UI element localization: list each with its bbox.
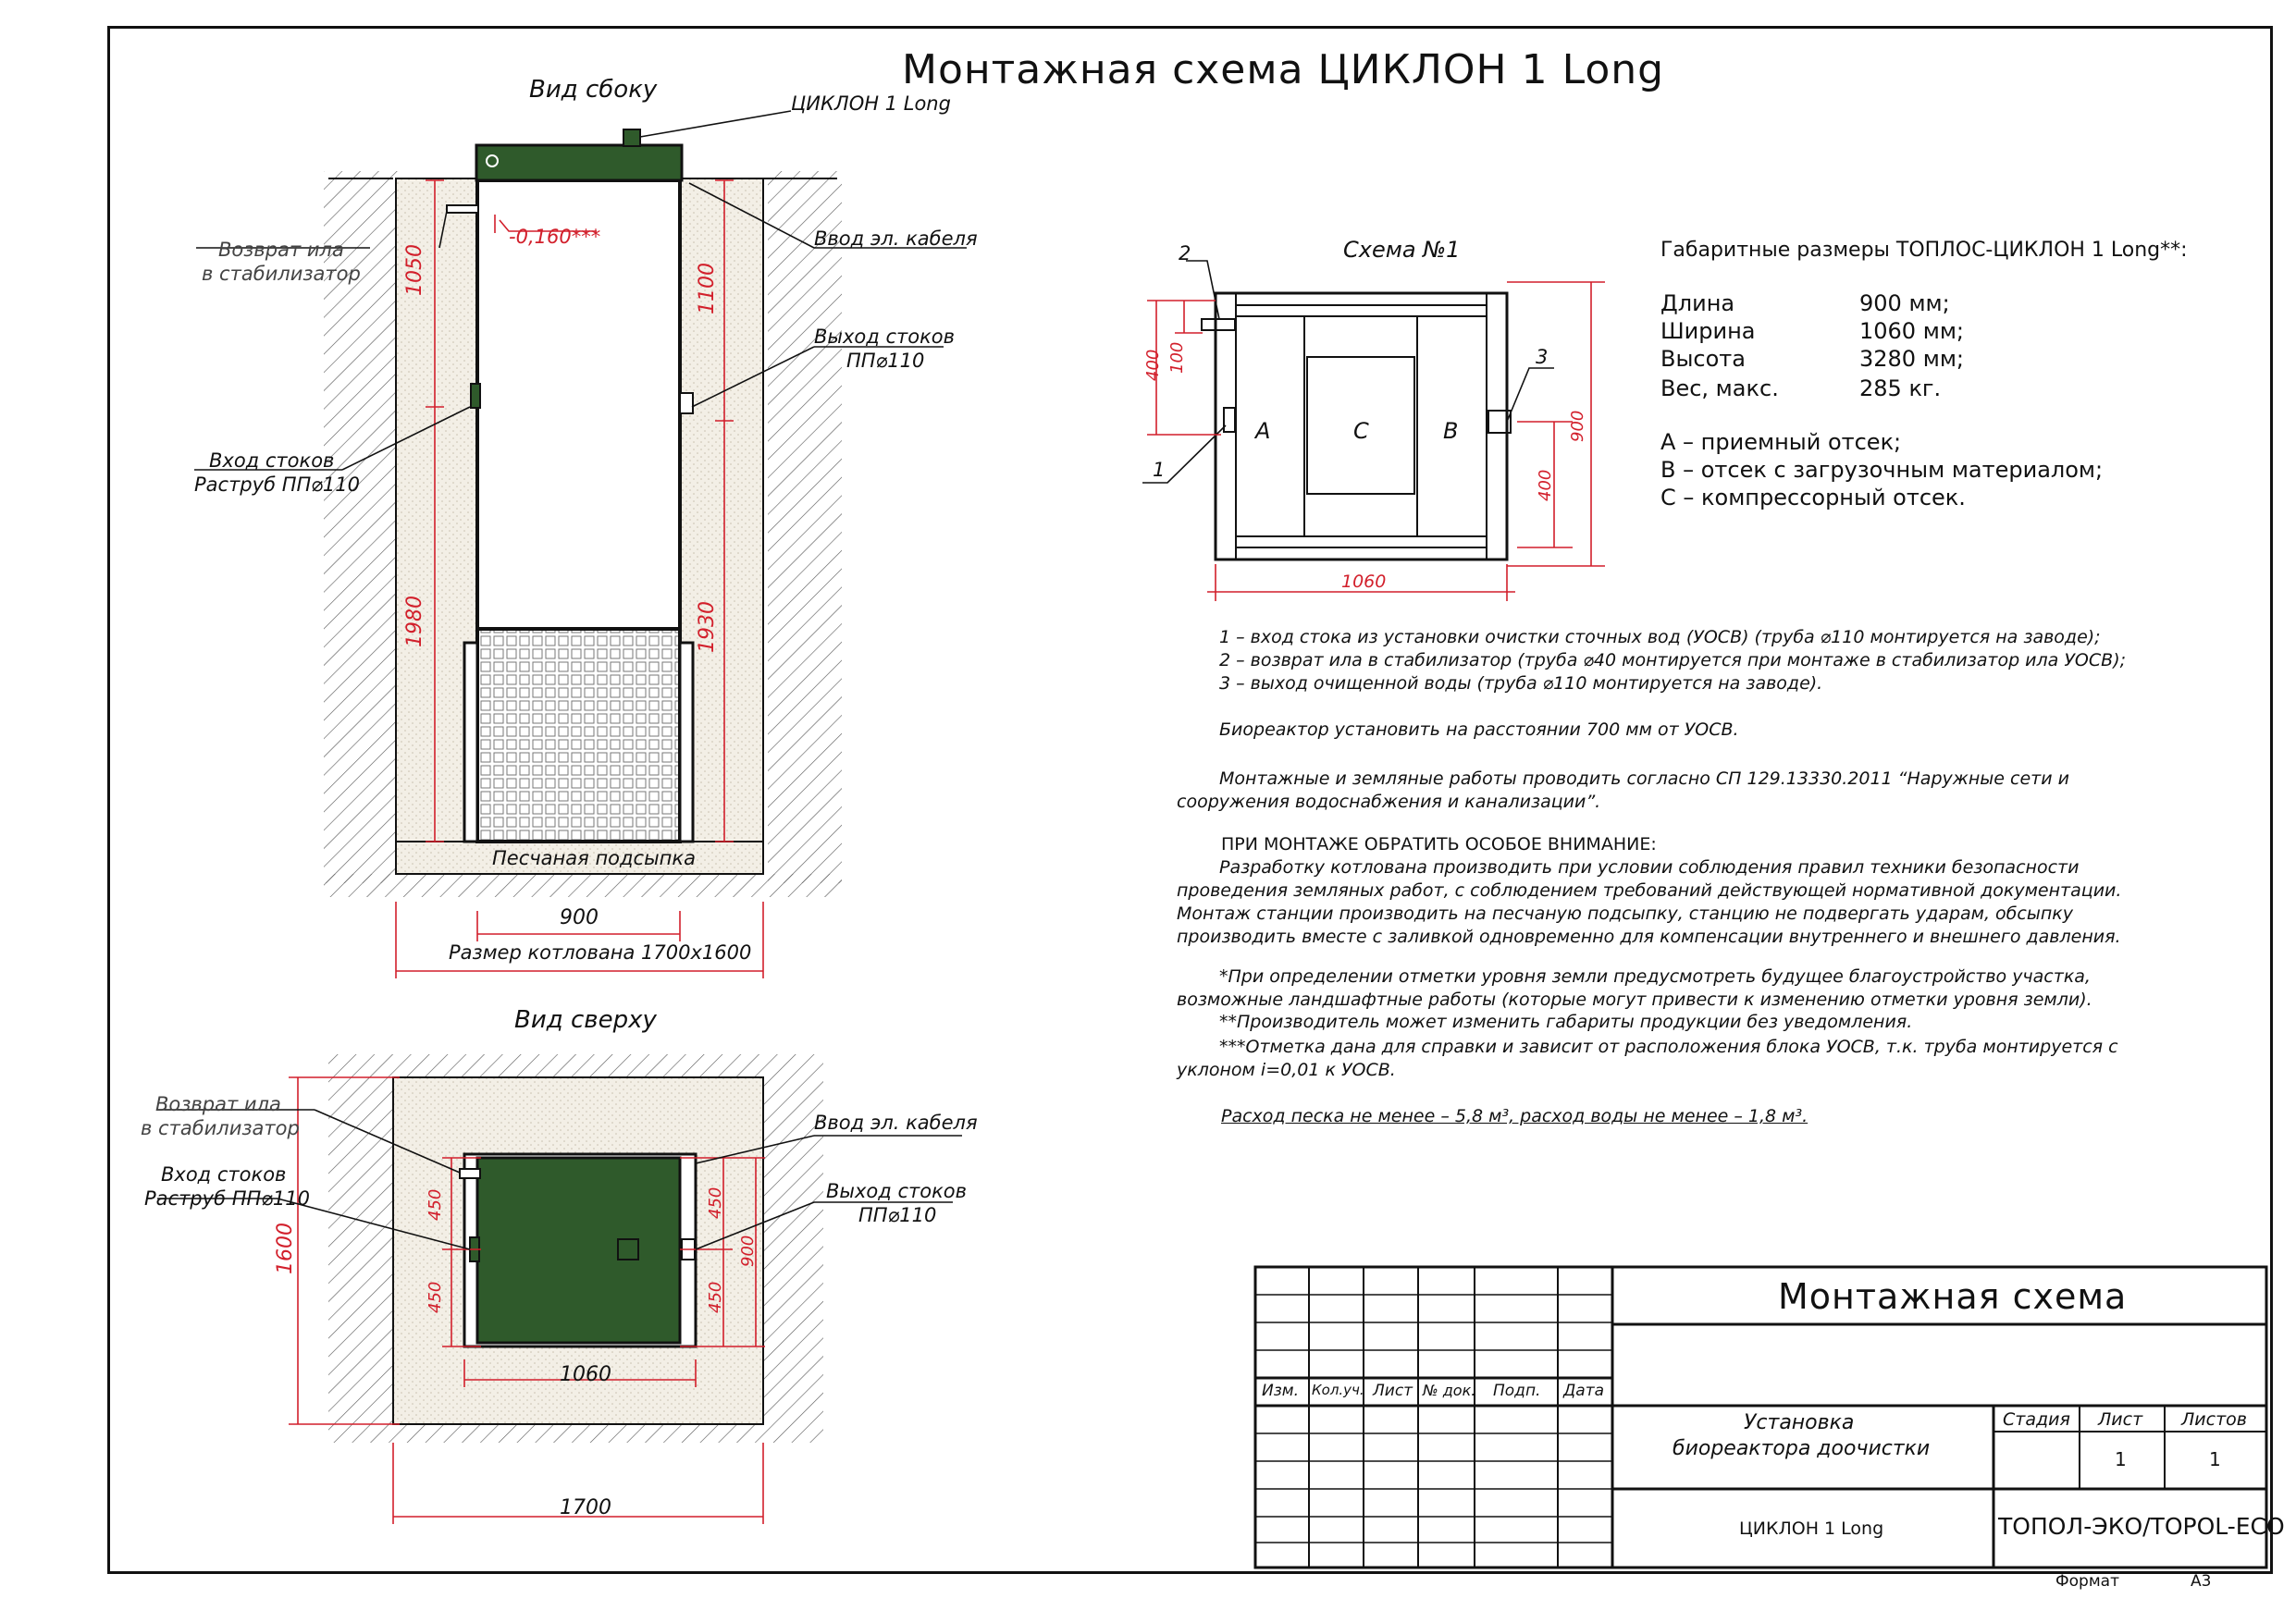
top-return <box>460 1169 480 1178</box>
dim-1930: 1930 <box>696 601 719 653</box>
dim-1100: 1100 <box>696 263 719 314</box>
inlet-label-2: Раструб ПП⌀110 <box>194 473 361 496</box>
dimensions-heading: Габаритные размеры ТОПЛОС-ЦИКЛОН 1 Long**: <box>1660 239 2188 262</box>
scheme-dim-1060: 1060 <box>1341 572 1387 592</box>
tb-sheet-header: Лист <box>2098 1409 2143 1430</box>
scheme-dim-400-right: 400 <box>1536 469 1555 501</box>
top-return-label-2: в стабилизатор <box>141 1117 300 1139</box>
scheme-a: A <box>1255 418 1271 444</box>
top-outlet-label-2: ПП⌀110 <box>858 1204 937 1226</box>
dim-row-value: 900 мм; <box>1859 290 1950 316</box>
top-dim-1060: 1060 <box>560 1363 611 1386</box>
tb-product: ЦИКЛОН 1 Long <box>1739 1518 1884 1539</box>
outlet-label-1: Выход стоков <box>814 326 955 348</box>
tb-object-1: Установка <box>1744 1411 1855 1434</box>
scheme-dim-100: 100 <box>1167 341 1187 374</box>
dim-row-name: Вес, макс. <box>1660 375 1779 401</box>
scheme-dim-400-left: 400 <box>1143 349 1163 381</box>
tb-format-value: А3 <box>2191 1572 2212 1591</box>
scheme-callout-2: 2 <box>1179 242 1191 264</box>
scheme-title: Схема №1 <box>1343 237 1461 263</box>
consumption-note: Расход песка не менее – 5,8 м³, расход воды не менее – 1,8 м³. <box>1221 1106 1808 1126</box>
footnote-3-block <box>1177 1036 2185 1082</box>
legend-item: C – компрессорный отсек. <box>1660 485 1966 510</box>
scheme-c: C <box>1353 418 1369 444</box>
dim-row-name: Ширина <box>1660 318 1756 344</box>
inlet-pipe <box>471 384 480 408</box>
scheme-drawing <box>1138 240 1619 610</box>
tb-object-2: биореактора доочистки <box>1673 1437 1931 1460</box>
top-dim-450c: 450 <box>706 1187 725 1219</box>
tb-header-podp: Подп. <box>1493 1382 1541 1400</box>
top-dim-450b: 450 <box>426 1281 445 1313</box>
top-dim-1700: 1700 <box>560 1496 611 1519</box>
dim-row-value: 1060 мм; <box>1859 318 1965 344</box>
return-label-2: в стабилизатор <box>202 263 361 285</box>
top-dim-450a: 450 <box>426 1188 445 1221</box>
tb-header-data: Дата <box>1563 1382 1605 1400</box>
top-inlet-label-2: Раструб ПП⌀110 <box>144 1187 311 1210</box>
tb-header-izm: Изм. <box>1262 1382 1299 1400</box>
level-mark: -0,160*** <box>509 226 601 248</box>
top-return-label-1: Возврат ила <box>155 1093 281 1115</box>
sand-label: Песчаная подсыпка <box>492 847 696 869</box>
scheme-b: B <box>1443 418 1459 444</box>
outlet-pipe <box>680 393 693 413</box>
legend-item: A – приемный отсек; <box>1660 429 1902 455</box>
top-outlet-label-1: Выход стоков <box>826 1180 967 1202</box>
return-label-1: Возврат ила <box>218 239 344 261</box>
attention-title: ПРИ МОНТАЖЕ ОБРАТИТЬ ОСОБОЕ ВНИМАНИЕ: <box>1221 834 1657 855</box>
tb-format-label: Формат <box>2055 1572 2119 1591</box>
tank-body <box>477 180 680 643</box>
side-view-title: Вид сбоку <box>529 76 658 104</box>
note-item: 3 – выход очищенной воды (труба ⌀110 монтируется на заводе). <box>1219 673 1823 694</box>
return-pipe <box>447 205 478 213</box>
tank-media <box>477 629 680 842</box>
tb-stage-header: Стадия <box>2003 1409 2070 1430</box>
scheme-callout-3: 3 <box>1536 346 1549 368</box>
tb-company: ТОПОЛ-ЭКО/TOPOL-ECO <box>1998 1513 2285 1540</box>
legend-item: B – отсек с загрузочным материалом; <box>1660 457 2104 483</box>
top-inlet-label-1: Вход стоков <box>161 1163 287 1186</box>
top-dim-1600: 1600 <box>274 1223 297 1274</box>
scheme-dim-900: 900 <box>1568 410 1587 442</box>
cable-label: Ввод эл. кабеля <box>814 227 978 250</box>
side-dim-900: 900 <box>560 906 599 929</box>
product-label: ЦИКЛОН 1 Long <box>791 92 951 115</box>
tank-lid <box>476 145 682 180</box>
dim-1980: 1980 <box>403 596 426 647</box>
note-works <box>1177 768 2185 814</box>
tb-sheet-value: 1 <box>2115 1448 2127 1470</box>
note-works-text: Монтажные и земляные работы проводить согласно СП 129.13330.2011 “Наружные сети и сооружения водоснабжения и канализации”. <box>1177 768 2069 812</box>
lid-vent <box>623 129 640 146</box>
dim-row-value: 3280 мм; <box>1859 346 1965 372</box>
outlet-label-2: ПП⌀110 <box>846 350 925 372</box>
top-cable-label: Ввод эл. кабеля <box>814 1112 978 1134</box>
dim-row-name: Высота <box>1660 346 1746 372</box>
scheme-callout-1: 1 <box>1153 459 1166 481</box>
inlet-label-1: Вход стоков <box>209 449 335 472</box>
tank-skirt-right <box>680 643 693 842</box>
dim-1050: 1050 <box>403 244 426 296</box>
top-dim-450d: 450 <box>706 1281 725 1313</box>
note-distance: Биореактор установить на расстоянии 700 мм от УОСВ. <box>1219 719 1739 740</box>
tb-sheets-header: Листов <box>2181 1409 2247 1430</box>
tb-header-doc: № док. <box>1423 1382 1476 1399</box>
tb-header-kol: Кол.уч. <box>1312 1382 1364 1398</box>
tb-doc-title: Монтажная схема <box>1778 1276 2128 1317</box>
footnote-1: *При определении отметки уровня земли предусмотреть будущее благоустройство участка, возможные ландшафтные работы (которые могут привести к изменению отметки уровня земли). <box>1177 966 2092 1010</box>
attention-block <box>1177 856 2185 949</box>
footnote-1-block <box>1177 965 2185 1012</box>
pit-size: Размер котлована 1700x1600 <box>449 941 752 964</box>
top-tank-lid <box>477 1158 680 1343</box>
attention-text: Разработку котлована производить при условии соблюдения правил техники безопасности проведения земляных работ, с соблюдением требований действующей нормативной документации. Монтаж станции производить на песчаную подсыпку, станцию не подвергать ударам, обсыпку производить вместе с заливкой одновременно для компенсации внутреннего и внешнего давления. <box>1177 857 2122 947</box>
note-item: 1 – вход стока из установки очистки сточных вод (УОСВ) (труба ⌀110 монтируется на заводе); <box>1219 627 2101 647</box>
footnote-2: **Производитель может изменить габариты продукции без уведомления. <box>1219 1012 1913 1032</box>
top-dim-900: 900 <box>738 1235 758 1267</box>
tb-header-list: Лист <box>1373 1382 1413 1400</box>
footnote-3: ***Отметка дана для справки и зависит от расположения блока УОСВ, т.к. труба монтируется с уклоном i=0,01 к УОСВ. <box>1177 1037 2118 1080</box>
dim-row-value: 285 кг. <box>1859 375 1942 401</box>
note-item: 2 – возврат ила в стабилизатор (труба ⌀40 монтируется при монтаже в стабилизатор ила УОСВ); <box>1219 650 2127 670</box>
sheet-title: Монтажная схема ЦИКЛОН 1 Long <box>902 46 1665 93</box>
tank-skirt-left <box>464 643 477 842</box>
dim-row-name: Длина <box>1660 290 1735 316</box>
tb-sheets-value: 1 <box>2209 1448 2221 1470</box>
top-view-title: Вид сверху <box>514 1006 657 1034</box>
